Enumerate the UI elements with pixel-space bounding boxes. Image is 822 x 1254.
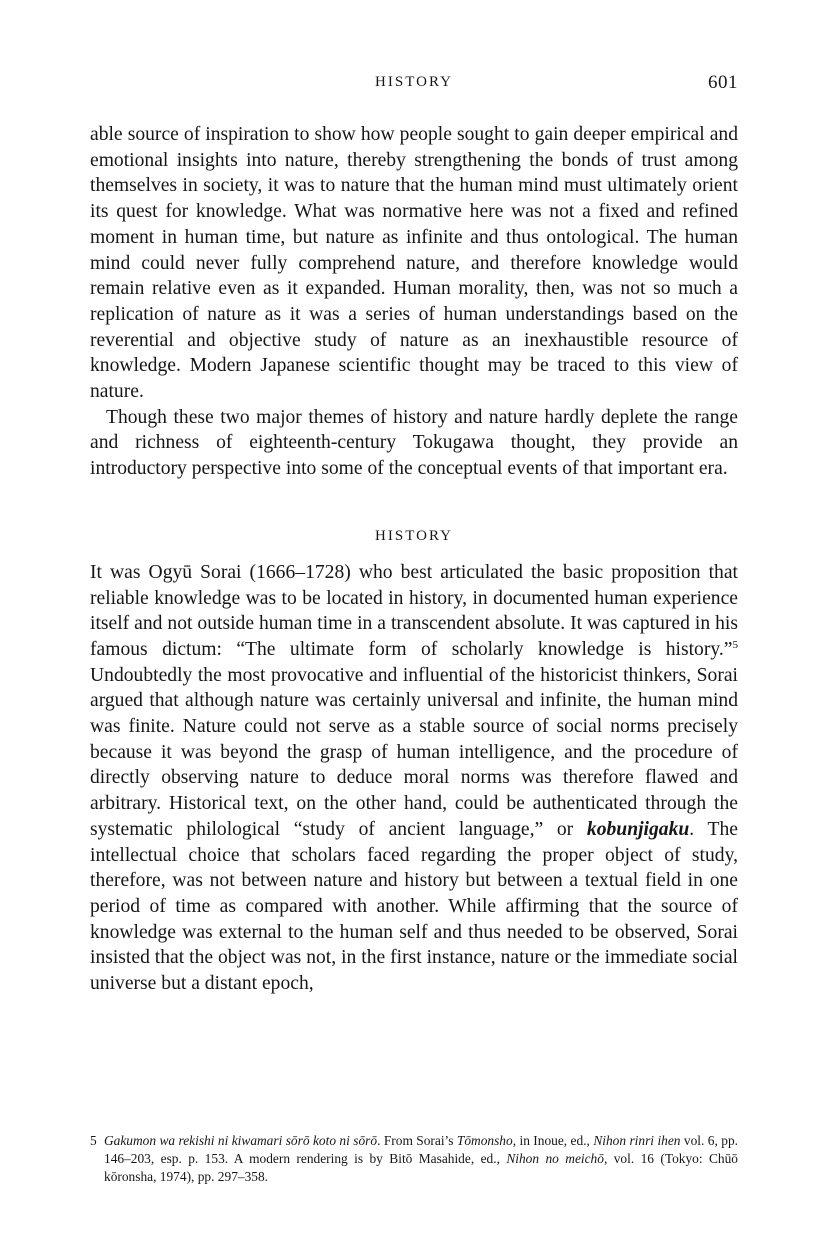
footnote-text-d: , vol. 16 (Tokyo: Chūō kōronsha, 1974), pp. 297–358. [104, 1150, 739, 1184]
paragraph-3-text-c: . The intellectual choice that scholars faced regarding the proper object of study, therefore, was not between nature and history but between a textual field in one period of time as compared with another. While affirming that the source of knowledge was external to the human self and thus needed to be observed, Sorai insisted that the object was not, in the first instance, nature or the immediate social universe but a distant epoch, [90, 818, 738, 995]
paragraph-2: Though these two major themes of history and nature hardly deplete the range and richness of eighteenth-century Tokugawa thought, they provide an introductory perspective into some of the conceptual events of that important era. [90, 406, 738, 480]
paragraph-3-text-a: It was Ogyū Sorai (1666–1728) who best articulated the basic proposition that reliable knowledge was to be located in history, in documented human experience itself and not outside human time in a transcendent absolute. It was captured in his famous dictum: “The ultimate form of scholarly knowledge is history.” [90, 561, 738, 660]
footnote-series-2: Nihon no meichō [506, 1150, 604, 1166]
footnote-title: Gakumon wa rekishi ni kiwamari sōrō koto ni sōrō [104, 1133, 378, 1148]
section-heading: HISTORY [375, 527, 453, 544]
main-text [90, 122, 738, 997]
footnote-number: 5 [90, 1133, 97, 1148]
footnote-5 [90, 1132, 738, 1185]
footnote-work: Tōmonsho [456, 1133, 513, 1148]
footnote-series: Nihon rinri ihen [593, 1133, 681, 1148]
running-title: HISTORY [375, 74, 453, 90]
footnote-reference[interactable]: 5 [732, 638, 738, 651]
footnote-text-b: , in Inoue, ed., [512, 1133, 594, 1148]
footnote-text-c: vol. 6, pp. 146–203, esp. p. 153. A modern rendering is by Bitō Masahide, ed., [104, 1133, 738, 1166]
footnotes [90, 1132, 738, 1185]
page-number: 601 [708, 72, 738, 93]
paragraph-3 [90, 560, 738, 997]
term-kobunjigaku: kobunjigaku [586, 818, 690, 840]
footnote-text-a: . From Sorai’s [377, 1133, 457, 1148]
paragraph-1: able source of inspiration to show how people sought to gain deeper empirical and emotional insights into nature, thereby strengthening the bonds of trust among themselves in society, it was to nature that the human mind must ultimately orient its quest for knowledge. What was normative here was not a fixed and refined moment in human time, but nature as infinite and thus ontological. The human mind could never fully comprehend nature, and therefore knowledge would remain relative even as it expanded. Human morality, then, was not so much a replication of nature as it was a series of human understandings based on the reverential and objective study of nature as an inexhaustible resource of knowledge. Modern Japanese scientific thought may be traced to this view of nature. [90, 124, 738, 403]
running-head [90, 72, 738, 98]
paragraph-3-text-b: Undoubtedly the most provocative and influential of the historicist thinkers, Sorai argued that although nature was certainly universal and infinite, the human mind was finite. Nature could not serve as a stable source of social norms precisely because it was beyond the grasp of human intelligence, and the procedure of directly observing nature to deduce moral norms was therefore flawed and arbitrary. Historical text, on the other hand, could be authenticated through the systematic philological “study of ancient language,” or [90, 664, 738, 840]
